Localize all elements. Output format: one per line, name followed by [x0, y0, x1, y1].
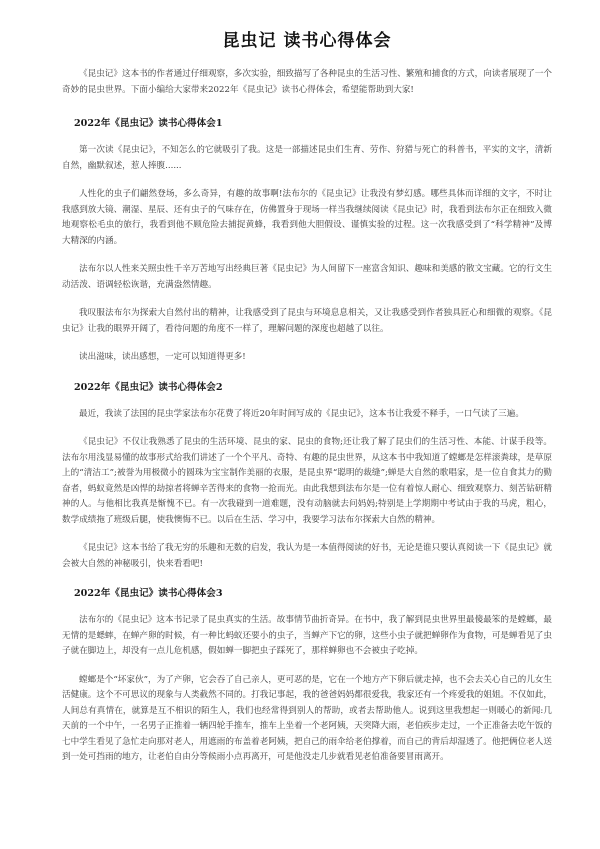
- paragraph: 螳螂是个“坏家伙”，为了产卵，它会吞了自己亲人，更可恶的是，它在一个地方产下卵后就走掉，也不会去关心自己的儿女生活健康。这个不可思议的现象与人类截然不同的。打我记事起，我的爸爸妈妈都很爱我，我家还有一个疼爱我的姐姐。不仅如此，人间总有真情在，就算是互不相识的陌生人，我们也经常得到别人的帮助，或者去帮助他人。说到这里我想起一则暖心的新闻:几天前的一个中午，一名男子正推着一辆四轮手推车，推车上坐着一个老阿姨，天突降大雨，老伯疾步走过，一个正准备去吃午饭的七中学生看见了急忙走向那对老人，用遮雨的布盖着老阿姨，把自己的雨伞给老伯撑着，而自己的背后却湿透了。他把俩位老人送到一处可挡雨的地方，让老伯自由分等候雨小点再离开，可是他没走几步就看见老伯准备要冒雨离开。: [62, 674, 552, 762]
- paragraph: 《昆虫记》不仅让我熟悉了昆虫的生活环境、昆虫的家、昆虫的食物;还让我了解了昆虫们的生活习性、本能、计谋手段等。法布尔用浅显易懂的故事形式给我们讲述了一个个平凡、奇特、有趣的昆虫世界，从这本书中我知道了螳螂是怎样滚粪球，是草原上的“清洁工”;被誉为用极微小的圆珠为宝宝制作美丽的衣服，是昆虫界“聪明的裁缝”;蝉是大自然的歌唱家，是一位自食其力的勤奋者，蚂蚁竟然是凶悍的劫掠者将蝉辛苦得来的食物一抢而光。由此我想到法布尔是一位有着惊人耐心、细致观察力、刻苦钻研精神的人。与他相比我真是惭愧不已。有一次我碰到一道难题，没有动脑就去问妈妈;特别是上学期期中考试由于我的马虎，粗心，数学成绩拖了班级后腿，使我懊悔不已。以后在生活、学习中，我要学习法布尔探索大自然的精神。: [62, 437, 552, 525]
- paragraph: 第一次读《昆虫记》，不知怎么的它就吸引了我。这是一部描述昆虫们生育、劳作、狩猎与死亡的科普书，平实的文字，清新自然，幽默叙述，惹人捧腹......: [62, 145, 552, 171]
- paragraph: 最近，我读了法国的昆虫学家法布尔花费了将近20年时间写成的《昆虫记》，这本书让我爱不释手，一口气读了三遍。: [79, 408, 524, 419]
- section-heading: 2022年《昆虫记》读书心得体会2: [74, 381, 223, 393]
- section-heading: 2022年《昆虫记》读书心得体会3: [74, 588, 223, 599]
- paragraph: 法布尔以人性来关照虫性千辛万苦地写出经典巨著《昆虫记》为人间留下一座富含知识、趣味和美感的散文宝藏。它的行文生动活泼、语调轻松诙谐，充满盎然情趣。: [62, 264, 552, 290]
- page-title: 昆虫记 读书心得体会: [222, 31, 392, 51]
- paragraph: 法布尔的《昆虫记》这本书记录了昆虫真实的生活。故事情节曲折奇异。在书中，我了解到昆虫世界里最傻最笨的是螳螂，最无情的是蟋蟀，在蝉产卵的时候，有一种比蚂蚁还要小的虫子，当蝉产下它的卵，这些小虫子就把蝉卵作为食物，可是蝉看见了虫子就在脚边上，却没有一点儿危机感，假如蝉一脚把虫子踩死了，那样蝉卵也不会被虫子吃掉。: [62, 615, 552, 656]
- section-3: [62, 585, 552, 766]
- paragraph: 人性化的虫子们翩然登场，多么奇异，有趣的故事啊!法布尔的《昆虫记》让我没有梦幻感。哪些具体而详细的文字，不时让我感到放大镜、潮湿、星辰、还有虫子的气味存在，仿佛置身于现场一样当我继续阅读《昆虫记》时，我看到法布尔正在细致入微地观察松毛虫的旅行，我看到他不顾危险去捕捉黄蜂，我看到他大胆假设、谨慎实验的过程。这一次我感受到了“科学精神”及博大精深的内涵。: [62, 189, 552, 246]
- section-1: [62, 115, 552, 366]
- intro-paragraph: 《昆虫记》这本书的作者通过仔细观察，多次实验，细致描写了各种昆虫的生活习性、繁殖和捕食的方式，向读者展现了一个奇妙的昆虫世界。下面小编给大家带来2022年《昆虫记》读书心得体会，希望能帮助到大家!: [62, 69, 552, 95]
- section-heading: 2022年《昆虫记》读书心得体会1: [74, 118, 223, 129]
- section-2: [62, 379, 552, 573]
- paragraph: 《昆虫记》这本书给了我无穷的乐趣和无数的启发，我认为是一本值得阅读的好书，无论是谁只要认真阅读一下《昆虫记》就会被大自然的神秘吸引，快来看看吧!: [62, 543, 552, 569]
- paragraph: 读出滋味，读出感想，一定可以知道得更多!: [79, 352, 246, 362]
- paragraph: 我叹服法布尔为探索大自然付出的精神，让我感受到了昆虫与环境息息相关，又让我感受到作者独具匠心和细微的观察。《昆虫记》让我的眼界开阔了，看待问题的角度不一样了，理解问题的深度也超越了以往。: [62, 308, 552, 334]
